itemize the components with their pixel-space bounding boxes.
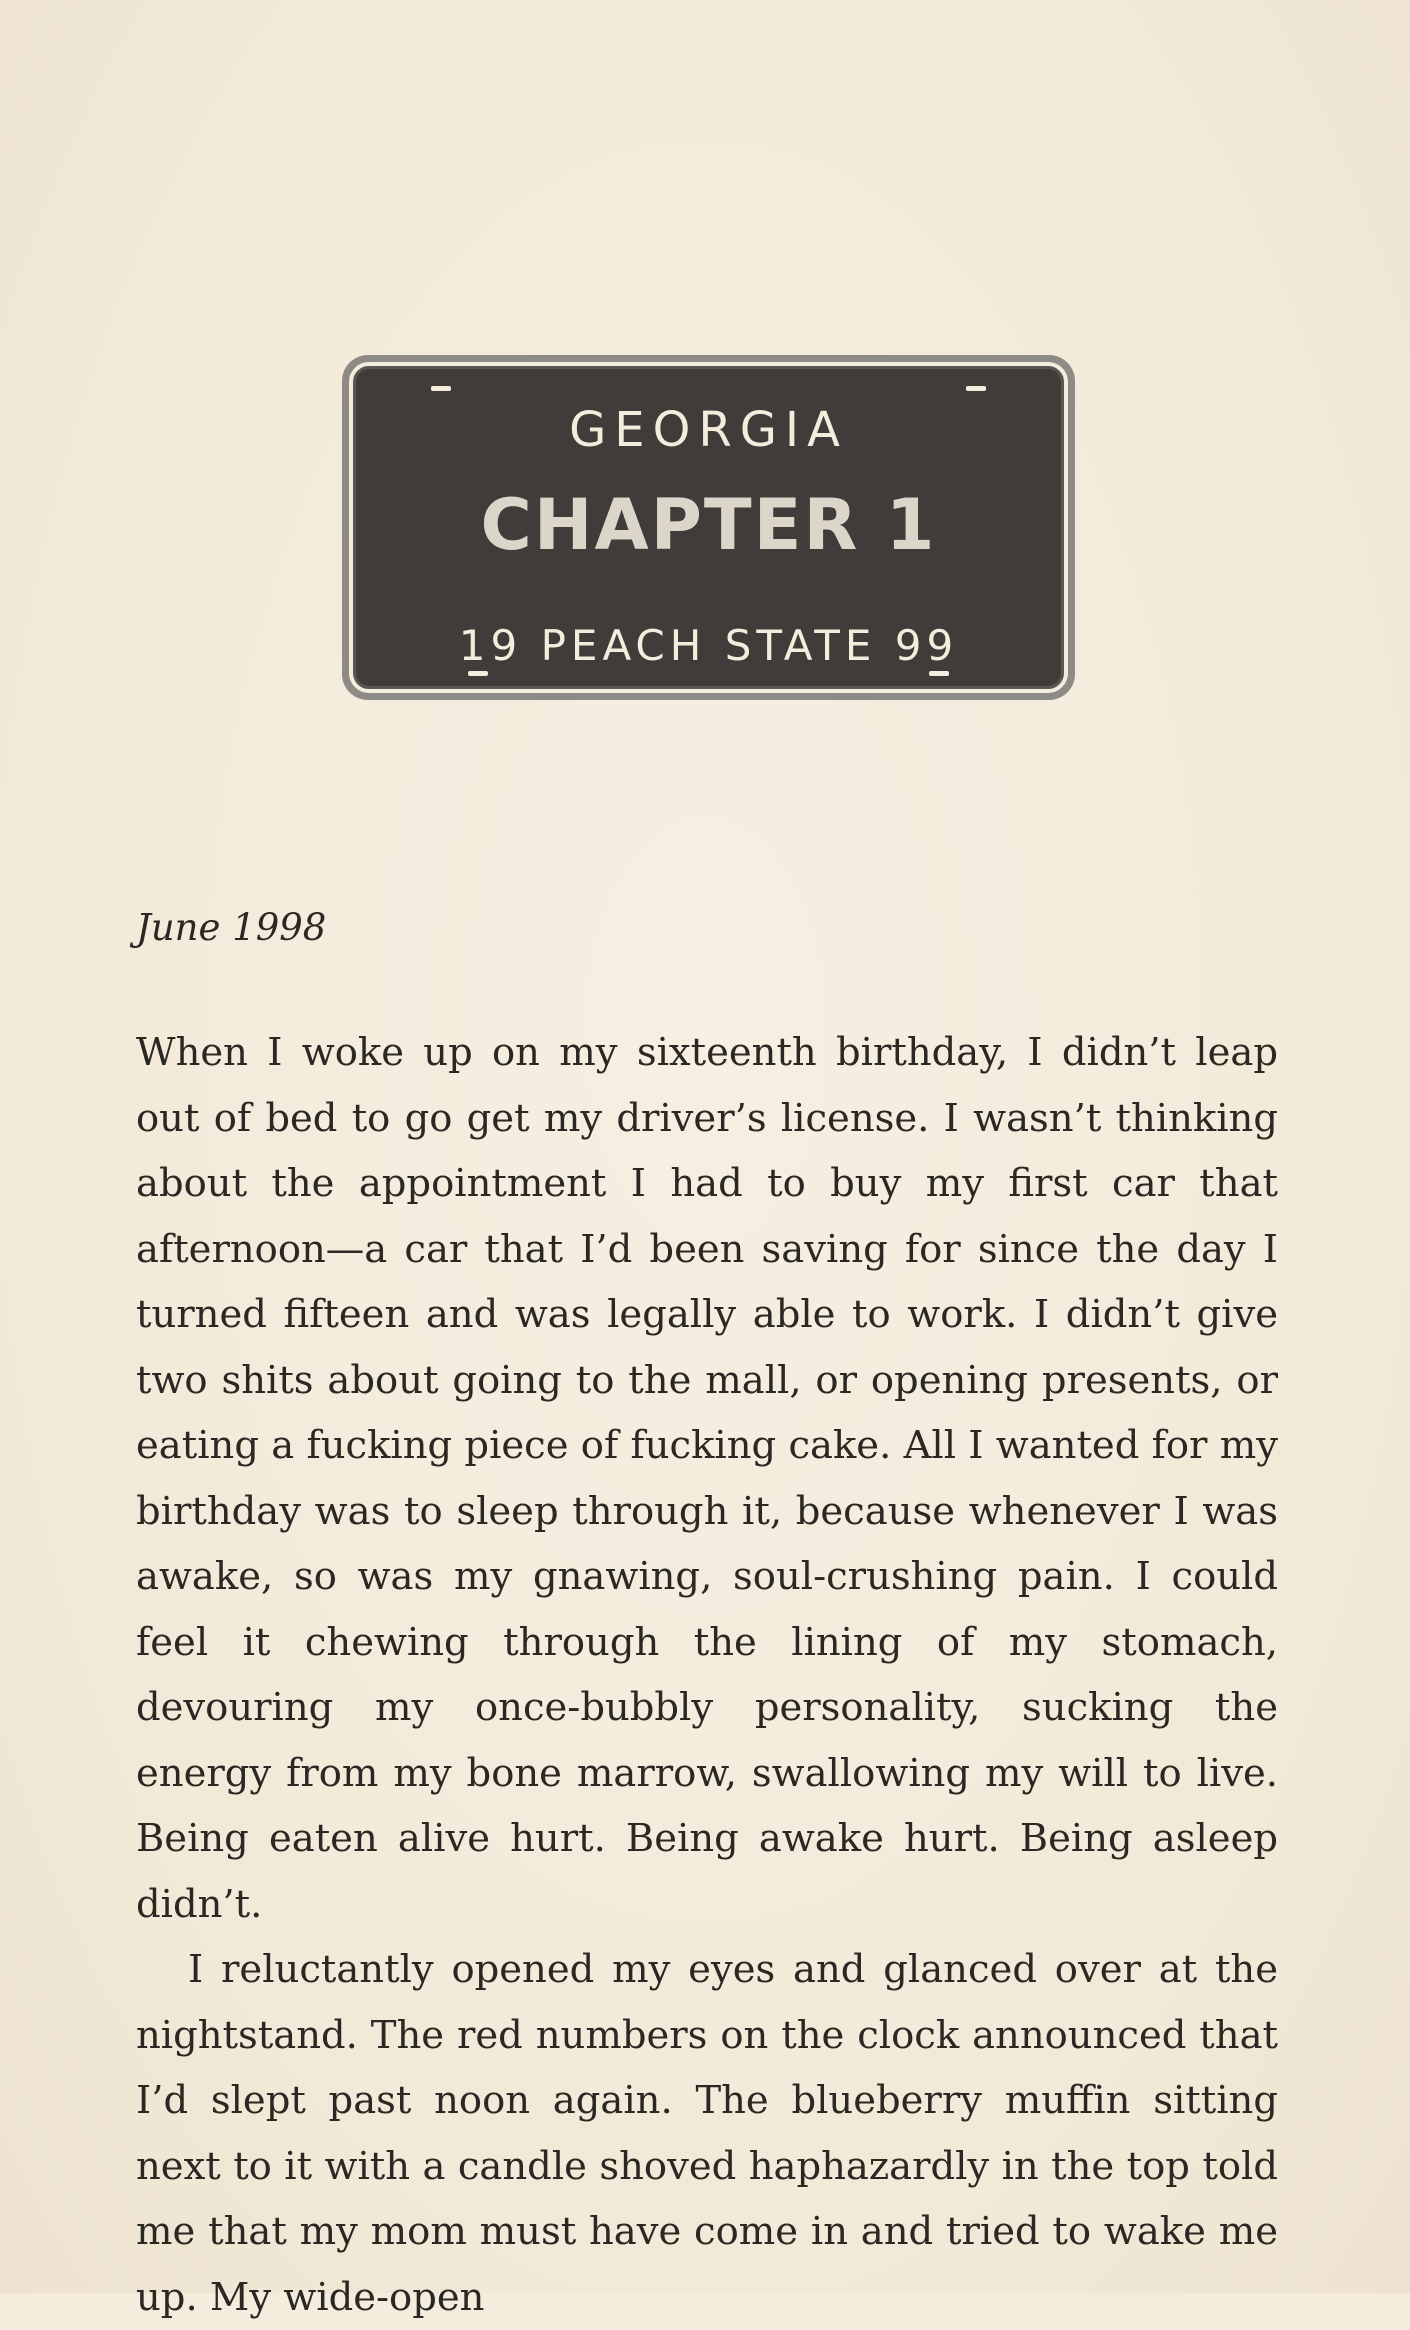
license-plate-chapter-header: [342, 355, 1075, 700]
plate-state-name: GEORGIA: [569, 402, 848, 458]
license-plate-face: [349, 362, 1068, 693]
chapter-title: CHAPTER 1: [480, 484, 937, 566]
paragraph: When I woke up on my sixteenth birthday, I didn’t leap out of bed to go get my driver’s license. I wasn’t thinking about the appointment I had to buy my first car that afternoon—a car that I’d been saving for since the day I turned fifteen and was legally able to work. I didn’t give two shits about going to the mall, or opening presents, or eating a fucking piece of fucking cake. All I wanted for my birthday was to sleep through it, because whenever I was awake, so was my gnawing, soul-crushing pain. I could feel it chewing through the lining of my stomach, devouring my once-bubbly personality, sucking the energy from my bone marrow, swallowing my will to live. Being eaten alive hurt. Being awake hurt. Being asleep didn’t.: [136, 1030, 1278, 1927]
plate-bolt-slot: [431, 386, 451, 391]
plate-bolt-slot: [929, 671, 949, 676]
plate-bottom-line: 19 PEACH STATE 99: [458, 621, 959, 670]
plate-bolt-slot: [966, 386, 986, 391]
chapter-date: June 1998: [136, 906, 327, 949]
body-text: [136, 1020, 1278, 2330]
plate-bolt-slot: [468, 671, 488, 676]
paragraph: I reluctantly opened my eyes and glanced over at the nightstand. The red numbers on the clock announced that I’d slept past noon again. The blueberry muffin sitting next to it with a candle shoved haphazardly in the top told me that my mom must have come in and tried to wake me up. My wide-open: [136, 1947, 1278, 2320]
